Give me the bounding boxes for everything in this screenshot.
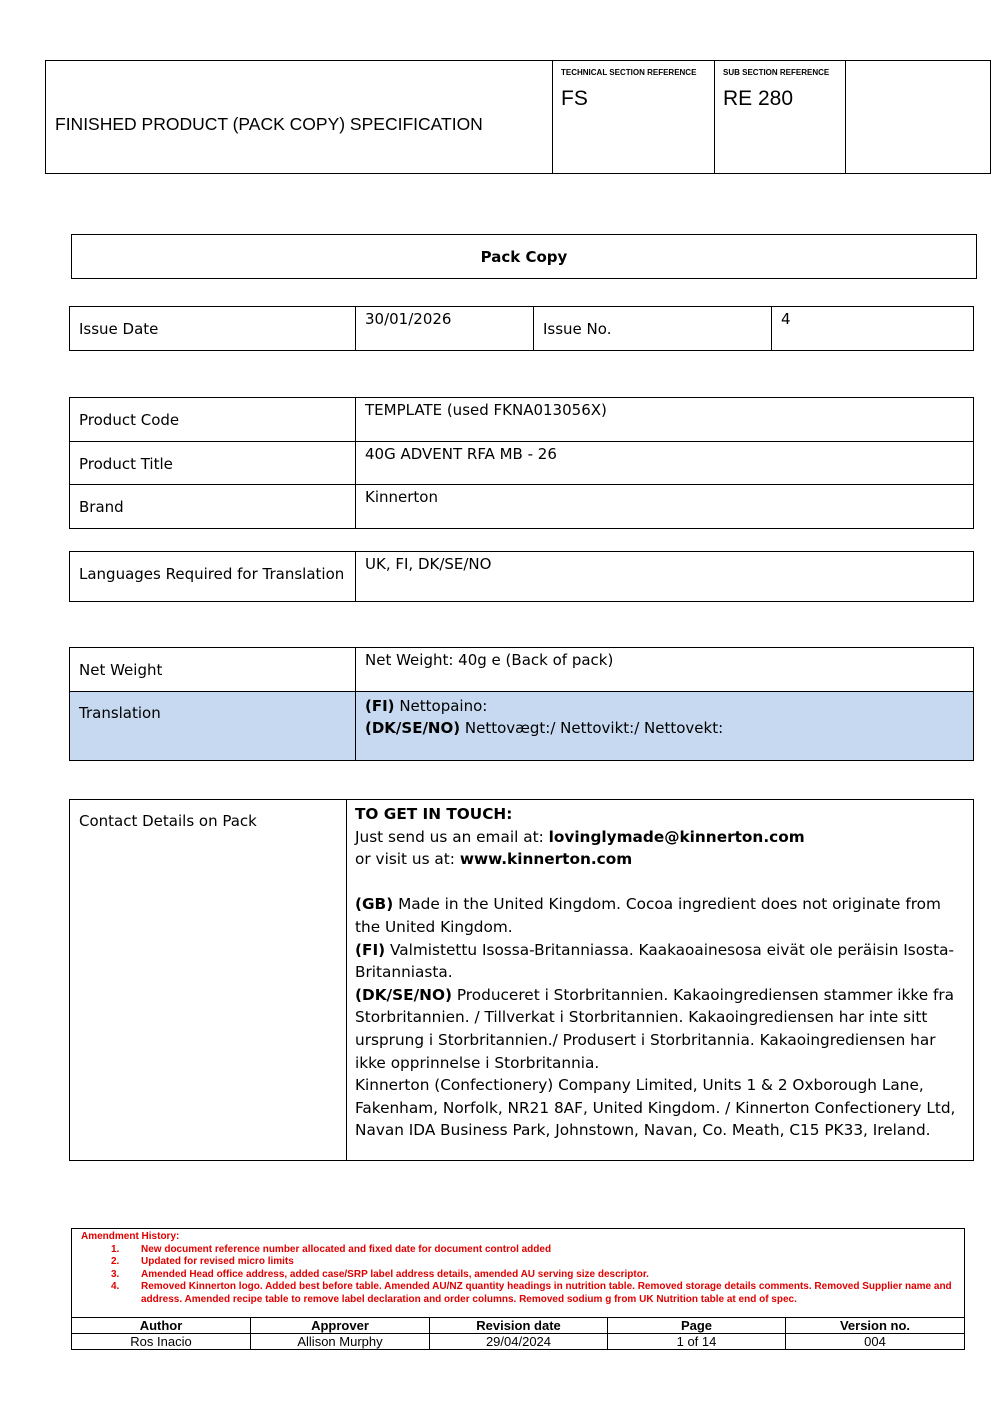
nordic-origin-code: (DK/SE/NO) xyxy=(355,985,452,1004)
brand-label: Brand xyxy=(79,498,124,516)
product-title-value: 40G ADVENT RFA MB - 26 xyxy=(365,445,557,463)
translation-label-cell xyxy=(70,692,356,761)
sub-ref-value: RE 280 xyxy=(723,87,794,110)
fi-net-weight: Nettopaino: xyxy=(394,697,488,715)
product-code-value: TEMPLATE (used FKNA013056X) xyxy=(365,401,607,419)
amendment-item: 1. New document reference number allocated and fixed date for document control added xyxy=(111,1243,552,1255)
amendment-history xyxy=(71,1228,965,1317)
footer-header-page: Page xyxy=(608,1318,786,1334)
doc-title-cell xyxy=(46,61,553,174)
tech-ref-value: FS xyxy=(561,87,588,110)
gb-code: (GB) xyxy=(355,895,394,914)
amendment-title: Amendment History: xyxy=(81,1231,180,1242)
amendment-item: 2. Updated for revised micro limits xyxy=(111,1256,294,1267)
languages-label: Languages Required for Translation xyxy=(79,565,345,583)
amendment-block xyxy=(71,1228,965,1350)
net-weight-label-cell xyxy=(70,648,356,692)
document-footer xyxy=(71,1317,965,1350)
product-table xyxy=(69,397,974,529)
footer-revision-date: 29/04/2024 xyxy=(430,1334,608,1350)
product-title-value-cell xyxy=(356,442,974,485)
product-code-value-cell xyxy=(356,398,974,442)
languages-value: UK, FI, DK/SE/NO xyxy=(365,555,492,573)
footer-approver: Allison Murphy xyxy=(251,1334,430,1350)
nordic-origin: Produceret i Storbritannien. Kakaoingrediensen stammer ikke fra Storbritannien. / Tillverkat i Storbritannien. Kakaoingrediensen har inte sitt ursprung i Storbritannien./ Produsert i Storbritannia. Kakaoingrediensen har ikke opprinnelse i Storbritannia. xyxy=(355,985,955,1072)
fi-origin-code: (FI) xyxy=(355,940,386,959)
footer-header-approver: Approver xyxy=(251,1318,430,1334)
footer-header-author: Author xyxy=(72,1318,251,1334)
issue-no-value: 4 xyxy=(781,310,791,328)
issue-no-label-cell xyxy=(534,307,772,351)
brand-value-cell xyxy=(356,485,974,529)
issue-table xyxy=(69,306,974,351)
doc-title: FINISHED PRODUCT (PACK COPY) SPECIFICATION xyxy=(55,113,483,134)
fi-origin: Valmistettu Isossa-Britanniassa. Kaakaoainesosa eivät ole peräisin Isosta-Britanniasta. xyxy=(355,940,954,982)
contact-label-cell xyxy=(70,800,347,1161)
contact-label: Contact Details on Pack xyxy=(79,812,257,830)
email-prefix: Just send us an email at: xyxy=(355,827,549,846)
header-empty-cell xyxy=(846,61,991,174)
nordic-net-weight: Nettovægt:/ Nettovikt:/ Nettovekt: xyxy=(460,719,724,737)
product-title-label-cell xyxy=(70,442,356,485)
brand-value: Kinnerton xyxy=(365,488,438,506)
fi-code: (FI) xyxy=(365,697,395,715)
issue-no-label: Issue No. xyxy=(543,320,612,338)
tech-ref-label: TECHNICAL SECTION REFERENCE xyxy=(561,68,697,77)
footer-header-revision: Revision date xyxy=(430,1318,608,1334)
product-code-label-cell xyxy=(70,398,356,442)
contact-table xyxy=(69,799,974,1161)
translation-label: Translation xyxy=(79,704,161,722)
amendment-item: 4. Removed Kinnerton logo. Added best before table. Amended AU/NZ quantity headings in nutrition table. Removed storage details comments. Removed Supplier name and address. Amended recipe table to remove label declaration and order columns. Removed sodium g from UK Nutrition table at end of spec. xyxy=(111,1281,952,1305)
footer-version: 004 xyxy=(786,1334,965,1350)
contact-heading: TO GET IN TOUCH: xyxy=(355,805,513,823)
contact-website: www.kinnerton.com xyxy=(459,850,633,869)
issue-date-label: Issue Date xyxy=(79,320,159,338)
nordic-code: (DK/SE/NO) xyxy=(365,719,461,737)
company-address: Kinnerton (Confectionery) Company Limited, Units 1 & 2 Oxborough Lane, Fakenham, Norfolk, NR21 8AF, United Kingdom. / Kinnerton Confectionery Ltd, Navan IDA Business Park, Johnstown, Navan, Co. Meath, C15 PK33, Ireland. xyxy=(355,1076,956,1140)
web-prefix: or visit us at: xyxy=(355,850,460,869)
footer-page: 1 of 14 xyxy=(608,1334,786,1350)
sub-ref-label: SUB SECTION REFERENCE xyxy=(723,68,830,77)
issue-date-value: 30/01/2026 xyxy=(365,310,452,328)
product-code-label: Product Code xyxy=(79,411,180,429)
contact-value-cell xyxy=(347,800,974,1161)
document-header xyxy=(45,60,991,174)
languages-value-cell xyxy=(356,552,974,602)
product-title-label: Product Title xyxy=(79,455,173,473)
footer-author: Ros Inacio xyxy=(72,1334,251,1350)
issue-date-label-cell xyxy=(70,307,356,351)
footer-header-version: Version no. xyxy=(786,1318,965,1334)
translation-value-cell xyxy=(356,692,974,761)
net-weight-value: Net Weight: 40g e (Back of pack) xyxy=(365,651,614,669)
net-weight-label: Net Weight xyxy=(79,661,163,679)
gb-origin: Made in the United Kingdom. Cocoa ingredient does not originate from the United Kingdom. xyxy=(355,895,941,936)
brand-label-cell xyxy=(70,485,356,529)
contact-email: lovinglymade@kinnerton.com xyxy=(548,827,805,846)
section-title: Pack Copy xyxy=(71,234,977,279)
net-weight-value-cell xyxy=(356,648,974,692)
amendment-item: 3. Amended Head office address, added case/SRP label address details, amended AU serving size descriptor. xyxy=(111,1268,649,1280)
languages-table xyxy=(69,551,974,602)
issue-no-value-cell xyxy=(772,307,974,351)
sub-ref-cell xyxy=(715,61,846,174)
tech-ref-cell xyxy=(553,61,715,174)
issue-date-value-cell xyxy=(356,307,534,351)
languages-label-cell xyxy=(70,552,356,602)
net-weight-table xyxy=(69,647,974,761)
